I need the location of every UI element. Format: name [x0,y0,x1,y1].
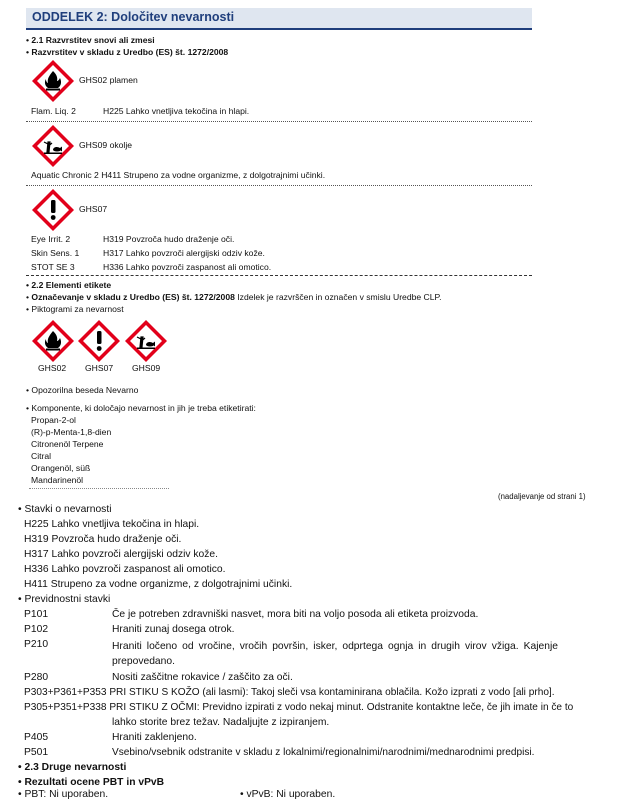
component-item: (R)-p-Menta-1,8-dien [31,427,112,437]
hazard-title: • Stavki o nevarnosti [18,504,112,515]
dotted-divider [26,121,532,122]
hazard-text: H336 Lahko povzroči zaspanost ali omotico. [103,262,272,272]
s23-heading: • 2.3 Druge nevarnosti [18,762,127,773]
precaution-text: Hraniti zaklenjeno. [112,732,197,743]
precaution-code: P501 [24,747,49,758]
environment-icon [31,124,75,168]
component-item: Citronenöl Terpene [31,439,104,449]
signal-word: • Opozorilna beseda Nevarno [26,385,139,395]
labelling-line: • Označevanje v skladu z Uredbo (ES) št. 1272/2008 Izdelek je razvrščen in označen v smislu Uredbe CLP. [26,292,442,302]
section-header [26,8,532,30]
dotted-divider [26,185,532,186]
pictograms-title: • Piktogrami za nevarnost [26,304,124,314]
precaution-text: Hraniti ločeno od vročine, vročih površin, isker, odprtega ognja in drugih virov vžiga. Kajenje prepovedano. [112,641,558,667]
ghs07-label: GHS07 [79,204,108,214]
aquatic-line: Aquatic Chronic 2 H411 Strupeno za vodne organizme, z dolgotrajnimi učinki. [31,170,326,180]
hazard-statement: H317 Lahko povzroči alergijski odziv kože. [24,549,219,560]
component-item: Mandarinenöl [31,475,84,485]
component-item: Orangenöl, süß [31,463,91,473]
precaution-text: Vsebino/vsebnik odstranite v skladu z lokalnimi/regionalnimi/narodnimi/mednarodnimi predpisi. [112,747,535,758]
hazard-text: H317 Lahko povzroči alergijski odziv kože. [103,248,265,258]
precaution-text: Nositi zaščitne rokavice / zaščito za oči. [112,672,293,683]
fade-divider [29,488,169,489]
ghs09-label: GHS09 okolje [79,140,133,150]
p305-line: P305+P351+P338 PRI STIKU Z OČMI: Previdno izpirati z vodo nekaj minut. Odstranite kontaktne leče, če jih imate in če to [24,702,574,713]
component-item: Citral [31,451,52,461]
precaution-code: P210 [24,639,49,650]
precaution-code: P101 [24,609,49,620]
p305-line2: lahko storite brez težav. Nadaljujte z izpiranjem. [112,717,330,728]
classification: STOT SE 3 [31,262,75,272]
components-title: • Komponente, ki določajo nevarnost in jih je treba etiketirati: [26,403,256,413]
pictogram-caption: GHS02 [38,363,67,373]
section-title: ODDELEK 2: Določitev nevarnosti [32,10,235,24]
precaution-text: Če je potreben zdravniški nasvet, mora biti na voljo posoda ali etiketa proizvoda. [112,609,479,620]
pbt-line: • PBT: Ni uporaben. [18,789,109,800]
s21-subheading: • Razvrstitev v skladu z Uredbo (ES) št. 1272/2008 [26,47,229,57]
hazard-statement: H225 Lahko vnetljiva tekočina in hlapi. [24,519,200,530]
environment-icon [124,319,168,363]
classification: Eye Irrit. 2 [31,234,71,244]
hazard-statement: H336 Lahko povzroči zaspanost ali omotico. [24,564,226,575]
vpvb-line: • vPvB: Ni uporaben. [240,789,336,800]
hazard-statement: H319 Povzroča hudo draženje oči. [24,534,182,545]
component-item: Propan-2-ol [31,415,76,425]
classification: Flam. Liq. 2 [31,106,76,116]
continued-note: (nadaljevanje od strani 1) [498,492,586,501]
dashed-divider [26,275,532,276]
pictogram-caption: GHS09 [132,363,161,373]
flame-icon [31,59,75,103]
precaution-title: • Previdnostni stavki [18,594,111,605]
classification: Skin Sens. 1 [31,248,80,258]
pictogram-caption: GHS07 [85,363,114,373]
exclamation-icon [31,188,75,232]
hazard-statement: H411 Strupeno za vodne organizme, z dolgotrajnimi učinki. [24,579,293,590]
precaution-code: P405 [24,732,49,743]
p303-line: P303+P361+P353 PRI STIKU S KOŽO (ali lasmi): Takoj sleči vsa kontaminirana oblačila. Kožo izprati z vodo [ali prho]. [24,687,555,698]
pbt-title: • Rezultati ocene PBT in vPvB [18,777,165,788]
ghs02-label: GHS02 plamen [79,75,138,85]
precaution-code: P102 [24,624,49,635]
s22-heading: • 2.2 Elementi etikete [26,280,112,290]
hazard-text: H225 Lahko vnetljiva tekočina in hlapi. [103,106,250,116]
precaution-code: P280 [24,672,49,683]
exclamation-icon [77,319,121,363]
precaution-text: Hraniti zunaj dosega otrok. [112,624,235,635]
hazard-text: H319 Povzroča hudo draženje oči. [103,234,235,244]
flame-icon [31,319,75,363]
s21-heading: • 2.1 Razvrstitev snovi ali zmesi [26,35,155,45]
